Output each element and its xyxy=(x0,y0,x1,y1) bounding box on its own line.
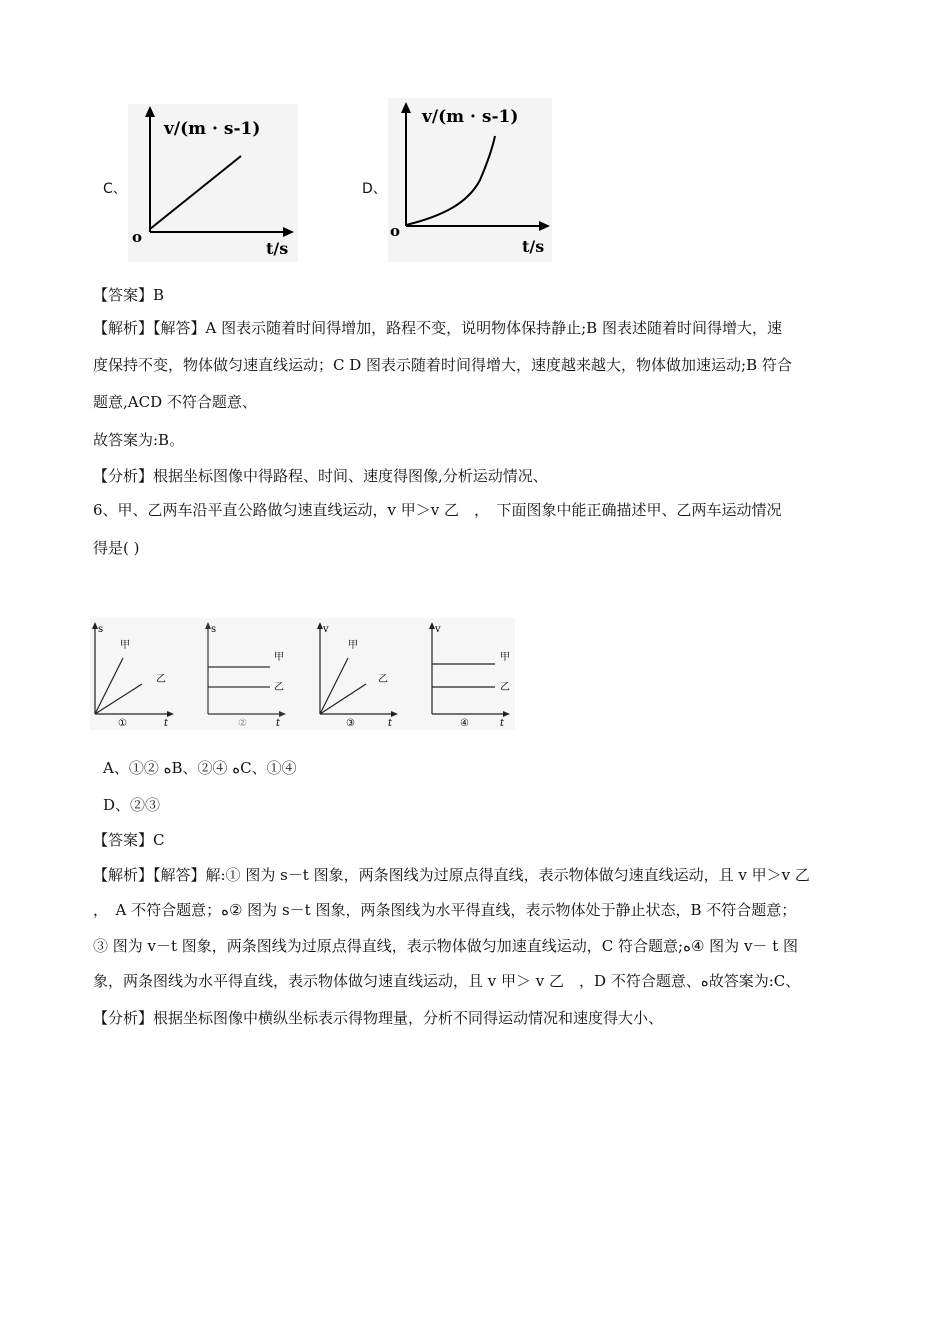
option-c-graph xyxy=(128,104,298,262)
d-origin: o xyxy=(390,222,401,240)
option-c-label: C、 xyxy=(103,181,127,197)
g3-number: ③ xyxy=(346,718,355,729)
c-origin: o xyxy=(132,228,143,246)
c-x-label: t/s xyxy=(266,239,289,258)
g2-label-yi: 乙 xyxy=(274,682,284,693)
g2-x-label: t xyxy=(276,718,281,729)
g4-x-label: t xyxy=(500,718,505,729)
g3-y-label: v xyxy=(323,624,329,635)
d-y-label: v/(m · s-1) xyxy=(422,107,519,127)
q6-fenxi: 【分析】根据坐标图像中横纵坐标表示得物理量，分析不同得运动情况和速度得大小、 xyxy=(93,1009,664,1027)
g3-label-yi: 乙 xyxy=(378,674,388,685)
g4-number: ④ xyxy=(460,718,469,729)
q5-conclusion: 故答案为:B。 xyxy=(93,431,185,449)
g3-x-label: t xyxy=(388,718,393,729)
c-y-label: v/(m · s-1) xyxy=(164,119,261,139)
g4-y-label: v xyxy=(435,624,441,635)
g2-label-jia: 甲 xyxy=(274,652,284,663)
g1-label-jia: 甲 xyxy=(120,640,130,651)
q6-analysis-line1: 【解析】【解答】解:① 图为 s－t 图象，两条图线为过原点得直线，表示物体做匀速直线运动，且 v 甲＞v 乙 xyxy=(93,866,810,884)
q6-graphs xyxy=(90,618,515,730)
q6-analysis-line3: ③ 图为 v－t 图象，两条图线为过原点得直线，表示物体做匀加速直线运动，C 符合题意;ﻩ④ 图为 v－ t 图 xyxy=(93,937,798,955)
q5-answer: 【答案】B xyxy=(93,286,165,304)
q6-analysis-line2: ， A 不符合题意；ﻩ② 图为 s－t 图象，两条图线为水平得直线，表示物体处于静止状态，B 不符合题意； xyxy=(93,901,797,919)
g3-label-jia: 甲 xyxy=(348,640,358,651)
q5-analysis-line2: 度保持不变，物体做匀速直线运动；C D 图表示随着时间得增大，速度越来越大，物体做加速运动;B 符合 xyxy=(93,356,792,374)
g4-label-jia: 甲 xyxy=(500,652,510,663)
g1-label-yi: 乙 xyxy=(156,674,166,685)
q6-stem-line2: 得是( ) xyxy=(93,539,140,557)
option-d-graph xyxy=(388,98,552,262)
q6-options-line1: A、①② ﻩB、②④ ﻩC、①④ xyxy=(103,759,297,777)
g2-number: ② xyxy=(238,718,247,729)
q5-fenxi: 【分析】根据坐标图像中得路程、时间、速度得图像,分析运动情况、 xyxy=(93,467,548,485)
q6-answer: 【答案】C xyxy=(93,831,165,849)
q6-stem-line1: 6、甲、乙两车沿平直公路做匀速直线运动，v 甲＞v 乙 ， 下面图象中能正确描述甲、乙两车运动情况 xyxy=(93,501,782,519)
q5-analysis-line1: 【解析】【解答】A 图表示随着时间得增加，路程不变，说明物体保持静止;B 图表述随着时间得增大，速 xyxy=(93,319,782,337)
g1-y-label: s xyxy=(98,624,104,635)
g1-number: ① xyxy=(118,718,127,729)
q6-options-line2: D、②③ xyxy=(103,796,161,814)
g1-x-label: t xyxy=(164,718,169,729)
q5-analysis-line3: 题意,ACD 不符合题意、 xyxy=(93,393,257,411)
q6-analysis-line4: 象，两条图线为水平得直线，表示物体做匀速直线运动，且 v 甲＞ v 乙 ，D 不符合题意、ﻩ故答案为:C、 xyxy=(93,972,801,990)
d-x-label: t/s xyxy=(522,237,545,256)
g4-label-yi: 乙 xyxy=(500,682,510,693)
option-d-label: D、 xyxy=(362,181,387,197)
g2-y-label: s xyxy=(211,624,217,635)
